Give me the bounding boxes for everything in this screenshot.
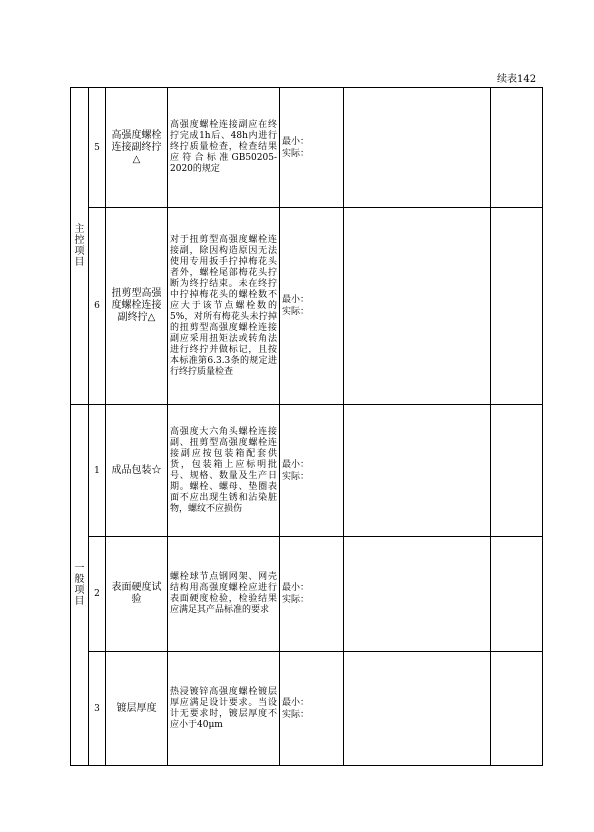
item-requirement: 高强度螺栓连接副应在终拧完成1h后、48h内进行终拧质量检查，检查结果应符合标准GB50205-2020的规定 [168,88,280,208]
measurement-cell [280,652,344,766]
measurement-cell [280,405,344,537]
measurement-cell [280,88,344,208]
item-requirement: 螺栓球节点钢网架、网壳结构用高强度螺栓应进行表面硬度检验，检验结果应满足其产品标准的要求 [168,537,280,652]
item-name: 扭剪型高强度螺栓连接副终拧△ [106,208,168,405]
item-name: 表面硬度试验 [106,537,168,652]
item-requirement: 高强度大六角头螺栓连接副、扭剪型高强度螺栓连接副应按包装箱配套供货，包装箱上应标明批号、规格、数量及生产日期。螺栓、螺母、垫圈表面不应出现生锈和沾染脏物，螺纹不应损伤 [168,405,280,537]
table-row [71,652,543,766]
remark-cell[interactable] [491,537,543,652]
remark-cell[interactable] [491,88,543,208]
section-label: 主控项目 [74,224,85,268]
table-row [71,88,543,208]
min-label: 最小： [282,136,310,147]
item-number: 6 [89,208,106,405]
item-requirement: 热浸镀锌高强度螺栓镀层厚应满足设计要求。当设计无要求时，镀层厚度不应小于40μm [168,652,280,766]
item-number: 1 [89,405,106,537]
item-name: 成品包装☆ [106,405,168,537]
min-label: 最小： [282,459,310,470]
table-row [71,208,543,405]
item-name: 镀层厚度 [106,652,168,766]
measurement-cell [280,537,344,652]
remark-cell[interactable] [491,405,543,537]
table-row [71,537,543,652]
continuation-label: 续表142 [497,74,537,85]
result-cell[interactable] [344,537,491,652]
min-label: 最小： [282,697,310,708]
measurement-cell [280,208,344,405]
section-label: 一般项目 [74,563,85,607]
result-cell[interactable] [344,652,491,766]
item-number: 5 [89,88,106,208]
result-cell[interactable] [344,405,491,537]
remark-cell[interactable] [491,652,543,766]
table-row [71,405,543,537]
actual-label: 实际： [282,709,310,720]
actual-label: 实际： [282,471,310,482]
item-number: 3 [89,652,106,766]
item-requirement: 对于扭剪型高强度螺栓连接副，除因构造原因无法使用专用扳手拧掉梅花头者外，螺栓尾部梅花头拧断为终拧结束。未在终拧中拧掉梅花头的螺栓数不应大于该节点螺栓数的5%，对所有梅花头未拧掉的扭剪型高强度螺栓连接副应采用扭矩法或转角法进行终拧并做标记，且按本标准第6.3.3条的规定进行终拧质量检查 [168,208,280,405]
item-name: 高强度螺栓连接副终拧△ [106,88,168,208]
actual-label: 实际： [282,595,310,605]
item-number: 2 [89,537,106,652]
min-label: 最小： [282,295,310,305]
actual-label: 实际： [282,307,310,317]
remark-cell[interactable] [491,208,543,405]
inspection-table [70,87,543,766]
actual-label: 实际： [282,148,310,159]
section-general [71,405,89,766]
min-label: 最小： [282,583,310,593]
section-main-control [71,88,89,405]
result-cell[interactable] [344,88,491,208]
result-cell[interactable] [344,208,491,405]
